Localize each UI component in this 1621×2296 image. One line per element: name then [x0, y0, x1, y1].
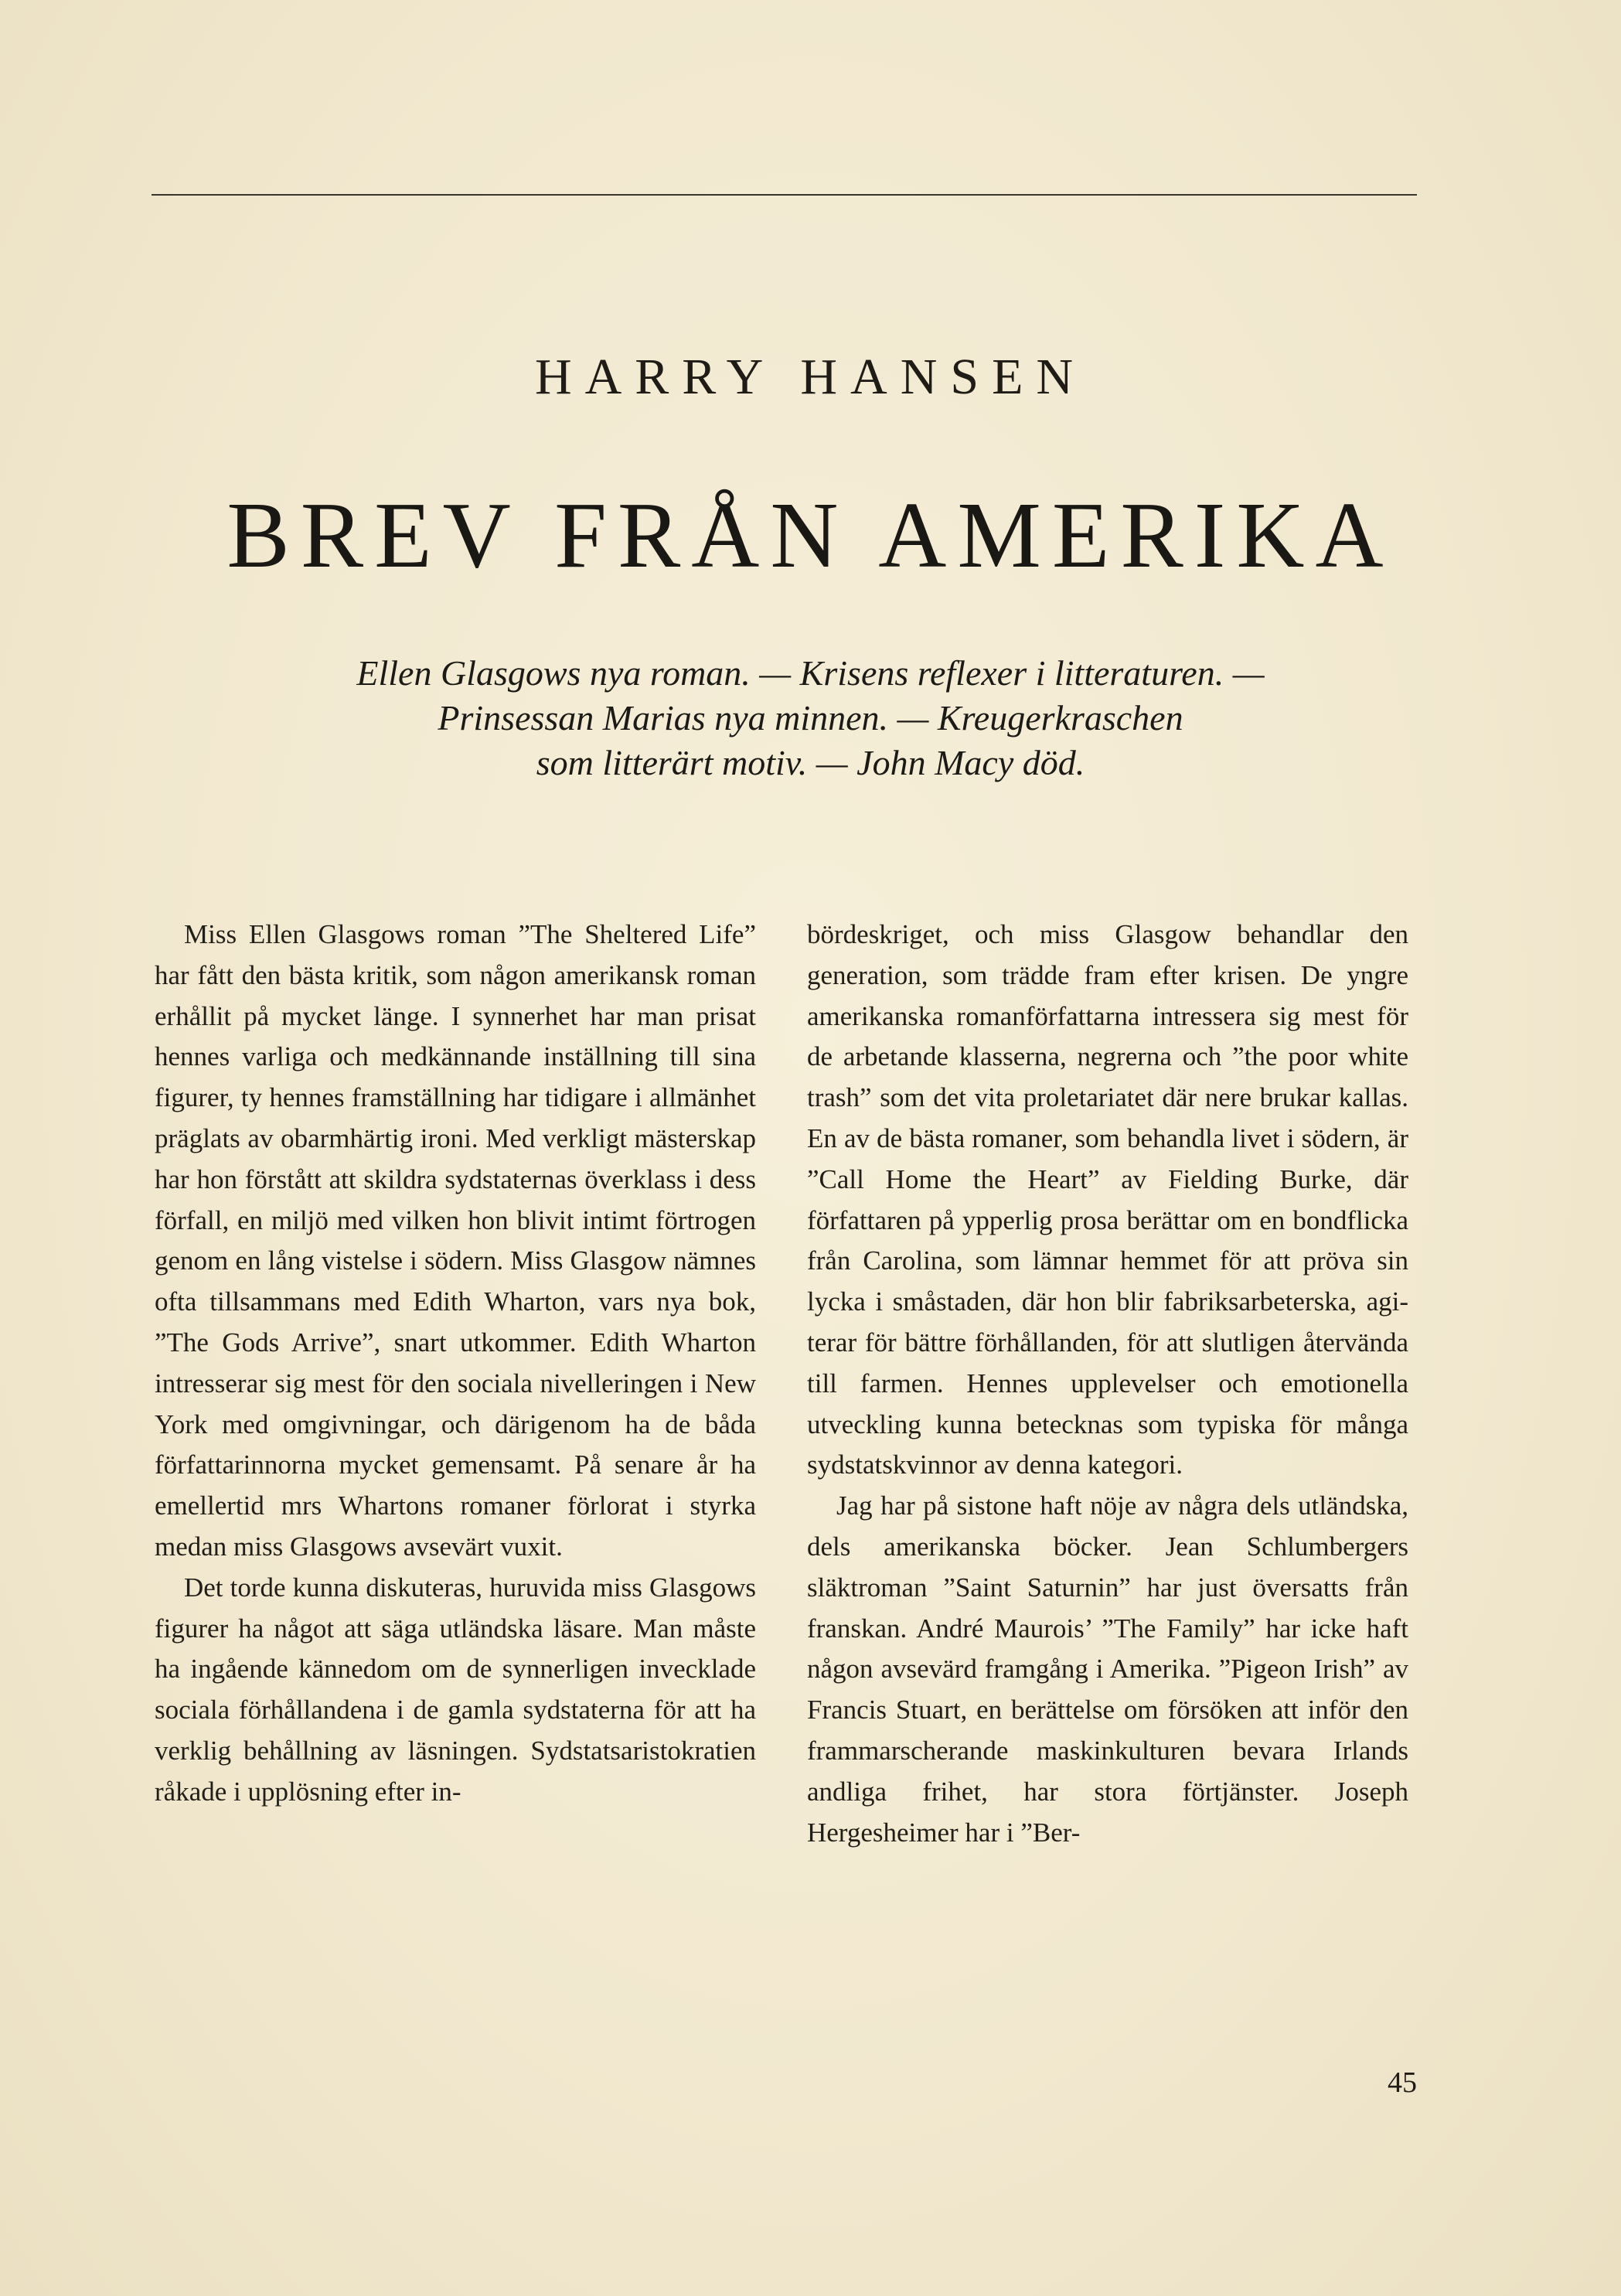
article-title: BREV FRÅN AMERIKA	[226, 483, 1395, 588]
left-paragraph-1: Miss Ellen Glasgows roman ”The Sheltered Life” har fått den bästa kritik, som någon amerikansk roman erhållit på mycket länge. I synnerhet har man prisat hennes varliga och medkännande inställning till sina figurer, ty hennes framställning har tidigare i allmänhet präglats av obarmhärtig ironi. Med verkligt mästerskap har hon förstått att skildra sydstaternas överklass i dess förfall, en miljö med vilken hon blivit intimt förtrogen genom en lång vistelse i södern. Miss Glasgow nämnes ofta tillsammans med Edith Wharton, vars nya bok, ”The Gods Arrive”, snart utkommer. Edith Wharton intresserar sig mest för den sociala nivelleringen i New York med omgivningar, och därigenom ha de båda författarinnorna mycket gemensamt. På senare år ha emellertid mrs Whartons romaner förlorat i styrka medan miss Glasgows avsevärt vuxit.	[155, 919, 756, 1562]
right-paragraph-1: bördeskriget, och miss Glasgow behandlar den generation, som trädde fram efter krisen. De yngre amerikanska romanförfattarna intressera sig mest för de arbetande klasserna, negrerna och ”the poor white trash” som det vita proletariatet där nere brukar kallas. En av de bästa romaner, som behandla livet i södern, är ”Call Home the Heart” av Fielding Burke, där författaren på ypperlig prosa berättar om en bondflicka från Carolina, som lämnar hemmet för att pröva sin lycka i småstaden, där hon blir fabriksarbeterska, agiterar för bättre förhållanden, för att slutligen återvända till farmen. Hennes upplevelser och emotionella utveckling kunna betecknas som typiska för många sydstatskvinnor av denna kategori.	[807, 919, 1408, 1480]
top-rule	[152, 194, 1417, 196]
left-column	[155, 915, 756, 1813]
subtitle-line-2: Prinsessan Marias nya minnen. — Kreugerkraschen	[438, 698, 1183, 738]
subtitle-line-1: Ellen Glasgows nya roman. — Krisens reflexer i litteraturen. —	[356, 653, 1265, 693]
article-subtitle	[155, 651, 1466, 785]
right-column	[807, 915, 1408, 1853]
left-paragraph-2: Det torde kunna diskuteras, huruvida miss Glasgows figurer ha något att säga utländska läsare. Man måste ha ingående kännedom om de synnerligen invecklade sociala förhållandena i de gamla sydstaterna för att ha verklig behållning av läsningen. Sydstatsaristokratien råkade i upplösning efter in-	[155, 1572, 756, 1807]
page-number: 45	[1388, 2066, 1417, 2099]
author-name: HARRY HANSEN	[534, 349, 1087, 405]
right-paragraph-2: Jag har på sistone haft nöje av några dels utländska, dels amerikanska böcker. Jean Schlumbergers släktroman ”Saint Saturnin” har just översatts från franskan. André Maurois’ ”The Family” har icke haft någon avsevärd framgång i Amerika. ”Pigeon Irish” av Francis Stuart, en berättelse om försöken att inför den frammarscherande maskinkulturen bevara Irlands andliga frihet, har stora förtjänster. Joseph Hergesheimer har i ”Ber-	[807, 1490, 1408, 1848]
subtitle-line-3: som litterärt motiv. — John Macy död.	[536, 743, 1085, 782]
